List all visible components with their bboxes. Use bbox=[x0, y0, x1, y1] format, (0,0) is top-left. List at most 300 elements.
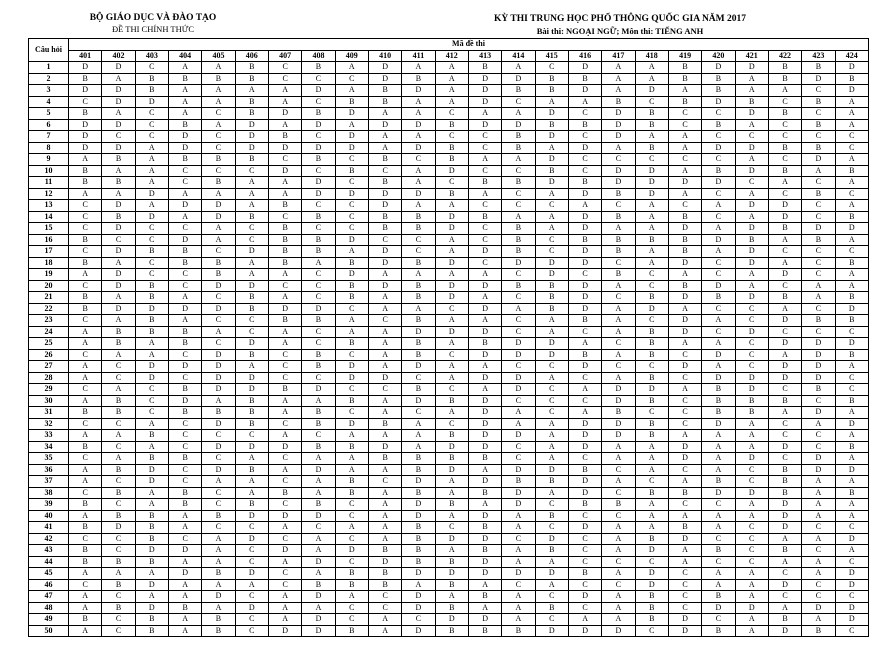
answer-cell: C bbox=[202, 142, 235, 154]
answer-cell: A bbox=[268, 188, 301, 200]
answer-cell: C bbox=[835, 131, 868, 143]
answer-cell: A bbox=[368, 510, 401, 522]
answer-cell: C bbox=[735, 522, 768, 534]
answer-cell: A bbox=[702, 315, 735, 327]
answer-cell: D bbox=[668, 292, 701, 304]
answer-cell: D bbox=[635, 188, 668, 200]
answer-cell: D bbox=[535, 131, 568, 143]
answer-cell: B bbox=[268, 131, 301, 143]
answer-cell: A bbox=[502, 303, 535, 315]
answer-cell: C bbox=[69, 96, 102, 108]
answer-cell: D bbox=[702, 349, 735, 361]
answer-cell: C bbox=[668, 579, 701, 591]
answer-cell: C bbox=[235, 234, 268, 246]
answer-cell: C bbox=[635, 269, 668, 281]
answer-cell: B bbox=[802, 188, 835, 200]
answer-cell: B bbox=[335, 395, 368, 407]
answer-cell: C bbox=[202, 246, 235, 258]
answer-cell: B bbox=[69, 303, 102, 315]
answer-cell: B bbox=[635, 430, 668, 442]
answer-cell: D bbox=[602, 625, 635, 637]
answer-cell: C bbox=[768, 453, 801, 465]
answer-cell: A bbox=[668, 510, 701, 522]
answer-cell: C bbox=[835, 591, 868, 603]
answer-cell: D bbox=[168, 234, 201, 246]
answer-cell: B bbox=[235, 395, 268, 407]
answer-cell: D bbox=[468, 614, 501, 626]
answer-cell: A bbox=[135, 165, 168, 177]
table-row bbox=[29, 292, 869, 304]
answer-cell: A bbox=[668, 384, 701, 396]
answer-cell: C bbox=[402, 234, 435, 246]
answer-cell: D bbox=[435, 533, 468, 545]
answer-cell: B bbox=[635, 119, 668, 131]
answer-cell: D bbox=[668, 257, 701, 269]
answer-cell: A bbox=[668, 430, 701, 442]
table-row bbox=[29, 418, 869, 430]
answer-cell: B bbox=[702, 545, 735, 557]
answer-cell: B bbox=[735, 395, 768, 407]
answer-cell: D bbox=[402, 142, 435, 154]
answer-cell: C bbox=[268, 476, 301, 488]
table-row bbox=[29, 73, 869, 85]
answer-cell: D bbox=[435, 280, 468, 292]
answer-cell: C bbox=[568, 545, 601, 557]
question-number: 50 bbox=[29, 625, 69, 637]
answer-cell: C bbox=[235, 522, 268, 534]
answer-cell: B bbox=[835, 73, 868, 85]
answer-cell: C bbox=[102, 131, 135, 143]
answer-cell: A bbox=[268, 119, 301, 131]
answer-cell: A bbox=[135, 591, 168, 603]
answer-cell: D bbox=[202, 372, 235, 384]
answer-cell: C bbox=[802, 522, 835, 534]
answer-cell: A bbox=[535, 487, 568, 499]
table-row bbox=[29, 361, 869, 373]
answer-cell: A bbox=[168, 292, 201, 304]
header-left bbox=[78, 13, 228, 35]
answer-cell: D bbox=[768, 625, 801, 637]
answer-cell: D bbox=[202, 418, 235, 430]
answer-cell: A bbox=[402, 96, 435, 108]
answer-cell: B bbox=[802, 62, 835, 74]
answer-cell: A bbox=[502, 418, 535, 430]
answer-cell: D bbox=[102, 85, 135, 97]
answer-cell: B bbox=[69, 177, 102, 189]
answer-cell: B bbox=[302, 579, 335, 591]
answer-cell: C bbox=[802, 257, 835, 269]
answer-cell: B bbox=[302, 62, 335, 74]
answer-cell: D bbox=[268, 441, 301, 453]
answer-cell: A bbox=[302, 568, 335, 580]
answer-cell: B bbox=[602, 96, 635, 108]
answer-cell: D bbox=[135, 372, 168, 384]
answer-cell: C bbox=[69, 211, 102, 223]
answer-cell: D bbox=[735, 602, 768, 614]
answer-cell: A bbox=[368, 338, 401, 350]
answer-cell: A bbox=[268, 522, 301, 534]
answer-cell: B bbox=[402, 545, 435, 557]
answer-cell: A bbox=[235, 177, 268, 189]
answer-cell: D bbox=[535, 154, 568, 166]
answer-cell: D bbox=[735, 246, 768, 258]
answer-cell: A bbox=[768, 602, 801, 614]
answer-cell: A bbox=[835, 453, 868, 465]
answer-cell: C bbox=[535, 407, 568, 419]
answer-cell: B bbox=[302, 108, 335, 120]
answer-cell: B bbox=[668, 522, 701, 534]
answer-cell: D bbox=[835, 602, 868, 614]
answer-cell: A bbox=[635, 223, 668, 235]
answer-cell: A bbox=[168, 579, 201, 591]
answer-cell: C bbox=[702, 326, 735, 338]
answer-cell: A bbox=[368, 395, 401, 407]
answer-cell: C bbox=[268, 62, 301, 74]
answer-cell: D bbox=[635, 384, 668, 396]
answer-cell: A bbox=[168, 108, 201, 120]
answer-cell: D bbox=[635, 85, 668, 97]
answer-cell: C bbox=[635, 407, 668, 419]
answer-cell: D bbox=[468, 349, 501, 361]
answer-cell: B bbox=[402, 464, 435, 476]
answer-cell: A bbox=[568, 338, 601, 350]
answer-cell: B bbox=[402, 556, 435, 568]
answer-cell: D bbox=[402, 499, 435, 511]
answer-cell: C bbox=[835, 142, 868, 154]
answer-cell: A bbox=[202, 533, 235, 545]
question-number: 35 bbox=[29, 453, 69, 465]
answer-cell: D bbox=[335, 269, 368, 281]
answer-cell: D bbox=[102, 223, 135, 235]
answer-cell: C bbox=[302, 96, 335, 108]
answer-cell: C bbox=[202, 338, 235, 350]
answer-cell: B bbox=[268, 257, 301, 269]
answer-cell: B bbox=[635, 533, 668, 545]
answer-cell: B bbox=[502, 142, 535, 154]
answer-cell: D bbox=[735, 453, 768, 465]
answer-cell: C bbox=[568, 510, 601, 522]
answer-cell: B bbox=[835, 315, 868, 327]
answer-cell: B bbox=[302, 211, 335, 223]
answer-cell: C bbox=[735, 338, 768, 350]
answer-cell: A bbox=[168, 96, 201, 108]
answer-cell: C bbox=[368, 165, 401, 177]
answer-cell: B bbox=[535, 545, 568, 557]
answer-cell: C bbox=[535, 62, 568, 74]
answer-cell: C bbox=[668, 349, 701, 361]
answer-cell: D bbox=[335, 361, 368, 373]
answer-cell: D bbox=[202, 211, 235, 223]
answer-cell: A bbox=[735, 269, 768, 281]
answer-cell: B bbox=[835, 165, 868, 177]
answer-cell: D bbox=[335, 142, 368, 154]
answer-cell: A bbox=[302, 257, 335, 269]
answer-cell: B bbox=[235, 154, 268, 166]
answer-cell: A bbox=[102, 108, 135, 120]
answer-cell: A bbox=[835, 108, 868, 120]
answer-cell: A bbox=[802, 510, 835, 522]
answer-cell: B bbox=[502, 246, 535, 258]
answer-cell: C bbox=[268, 349, 301, 361]
table-row bbox=[29, 441, 869, 453]
answer-cell: A bbox=[335, 246, 368, 258]
answer-cell: B bbox=[768, 487, 801, 499]
answer-cell: A bbox=[202, 223, 235, 235]
answer-cell: C bbox=[802, 246, 835, 258]
answer-cell: D bbox=[402, 591, 435, 603]
answer-cell: D bbox=[568, 223, 601, 235]
table-row bbox=[29, 556, 869, 568]
question-number: 37 bbox=[29, 476, 69, 488]
answer-cell: A bbox=[835, 154, 868, 166]
answer-cell: A bbox=[502, 556, 535, 568]
answer-cell: D bbox=[302, 464, 335, 476]
answer-cell: B bbox=[768, 142, 801, 154]
answer-cell: C bbox=[268, 361, 301, 373]
answer-cell: B bbox=[468, 211, 501, 223]
answer-cell: B bbox=[135, 292, 168, 304]
question-header: Câu hỏi bbox=[29, 39, 69, 62]
answer-cell: C bbox=[335, 499, 368, 511]
answer-cell: D bbox=[568, 430, 601, 442]
answer-cell: A bbox=[668, 131, 701, 143]
answer-cell: D bbox=[468, 326, 501, 338]
answer-cell: D bbox=[568, 487, 601, 499]
answer-cell: D bbox=[768, 200, 801, 212]
answer-cell: B bbox=[135, 73, 168, 85]
answer-cell: C bbox=[602, 579, 635, 591]
exam-code-cell: 408 bbox=[302, 50, 335, 62]
answer-cell: C bbox=[635, 154, 668, 166]
answer-cell: A bbox=[635, 441, 668, 453]
answer-cell: B bbox=[435, 453, 468, 465]
header-right bbox=[455, 13, 785, 37]
answer-cell: C bbox=[102, 441, 135, 453]
answer-cell: D bbox=[635, 165, 668, 177]
answer-cell: D bbox=[135, 602, 168, 614]
answer-cell: A bbox=[535, 223, 568, 235]
answer-cell: D bbox=[102, 142, 135, 154]
answer-cell: A bbox=[768, 533, 801, 545]
table-row bbox=[29, 510, 869, 522]
answer-cell: B bbox=[135, 326, 168, 338]
answer-cell: C bbox=[135, 119, 168, 131]
answer-cell: D bbox=[568, 418, 601, 430]
answer-cell: A bbox=[368, 430, 401, 442]
answer-cell: A bbox=[102, 349, 135, 361]
exam-title: KỲ THI TRUNG HỌC PHỔ THÔNG QUỐC GIA NĂM 2017 bbox=[493, 14, 747, 24]
answer-cell: C bbox=[768, 246, 801, 258]
answer-cell: B bbox=[535, 602, 568, 614]
answer-cell: C bbox=[668, 418, 701, 430]
answer-cell: A bbox=[435, 487, 468, 499]
answer-cell: C bbox=[835, 246, 868, 258]
answer-cell: C bbox=[168, 223, 201, 235]
answer-cell: C bbox=[668, 464, 701, 476]
answer-cell: B bbox=[468, 487, 501, 499]
answer-cell: D bbox=[835, 62, 868, 74]
answer-cell: D bbox=[768, 522, 801, 534]
answer-cell: D bbox=[302, 303, 335, 315]
answer-cell: A bbox=[235, 257, 268, 269]
answer-cell: A bbox=[468, 602, 501, 614]
answer-cell: C bbox=[535, 361, 568, 373]
answer-cell: B bbox=[535, 85, 568, 97]
answer-cell: C bbox=[168, 418, 201, 430]
answer-cell: D bbox=[502, 568, 535, 580]
answer-cell: A bbox=[602, 85, 635, 97]
answer-cell: A bbox=[435, 591, 468, 603]
answer-cell: A bbox=[802, 280, 835, 292]
answer-cell: B bbox=[668, 234, 701, 246]
answer-cell: C bbox=[135, 395, 168, 407]
answer-cell: A bbox=[602, 614, 635, 626]
answer-cell: A bbox=[335, 119, 368, 131]
answer-cell: A bbox=[735, 418, 768, 430]
answer-cell: B bbox=[235, 407, 268, 419]
answer-cell: A bbox=[69, 464, 102, 476]
table-row bbox=[29, 188, 869, 200]
table-row bbox=[29, 119, 869, 131]
answer-cell: A bbox=[535, 453, 568, 465]
answer-cell: D bbox=[102, 119, 135, 131]
answer-cell: B bbox=[302, 154, 335, 166]
answer-cell: A bbox=[468, 292, 501, 304]
answer-cell: A bbox=[368, 303, 401, 315]
answer-cell: B bbox=[602, 246, 635, 258]
answer-cell: B bbox=[435, 499, 468, 511]
answer-cell: D bbox=[135, 211, 168, 223]
answer-cell: B bbox=[768, 464, 801, 476]
answer-cell: C bbox=[335, 510, 368, 522]
answer-cell: A bbox=[468, 108, 501, 120]
answer-cell: A bbox=[435, 246, 468, 258]
answer-cell: B bbox=[102, 556, 135, 568]
answer-cell: B bbox=[635, 292, 668, 304]
answer-cell: C bbox=[402, 154, 435, 166]
answer-cell: C bbox=[735, 464, 768, 476]
answer-cell: C bbox=[302, 338, 335, 350]
answer-cell: A bbox=[602, 315, 635, 327]
table-row bbox=[29, 625, 869, 637]
question-number: 6 bbox=[29, 119, 69, 131]
answer-cell: A bbox=[135, 142, 168, 154]
answer-cell: B bbox=[102, 154, 135, 166]
exam-code-cell: 424 bbox=[835, 50, 868, 62]
answer-cell: A bbox=[602, 568, 635, 580]
answer-cell: C bbox=[568, 556, 601, 568]
answer-cell: B bbox=[69, 234, 102, 246]
answer-cell: D bbox=[69, 62, 102, 74]
answer-cell: A bbox=[468, 361, 501, 373]
answer-cell: C bbox=[202, 165, 235, 177]
answer-cell: D bbox=[102, 280, 135, 292]
answer-cell: D bbox=[568, 62, 601, 74]
answer-cell: D bbox=[468, 568, 501, 580]
answer-cell: D bbox=[502, 499, 535, 511]
answer-cell: A bbox=[335, 591, 368, 603]
answer-cell: A bbox=[668, 476, 701, 488]
answer-cell: C bbox=[602, 200, 635, 212]
answer-cell: A bbox=[69, 188, 102, 200]
answer-cell: B bbox=[302, 349, 335, 361]
answer-cell: D bbox=[368, 246, 401, 258]
answer-cell: D bbox=[535, 568, 568, 580]
answer-cell: C bbox=[535, 499, 568, 511]
answer-cell: D bbox=[468, 395, 501, 407]
answer-cell: C bbox=[135, 407, 168, 419]
question-number: 38 bbox=[29, 487, 69, 499]
answer-cell: B bbox=[802, 96, 835, 108]
answer-cell: C bbox=[335, 556, 368, 568]
answer-cell: C bbox=[402, 614, 435, 626]
answer-cell: A bbox=[435, 62, 468, 74]
answer-cell: C bbox=[335, 154, 368, 166]
answer-cell: B bbox=[135, 625, 168, 637]
answer-cell: B bbox=[402, 522, 435, 534]
answer-cell: B bbox=[802, 142, 835, 154]
answer-cell: B bbox=[335, 280, 368, 292]
answer-cell: C bbox=[335, 223, 368, 235]
answer-cell: D bbox=[568, 625, 601, 637]
answer-cell: B bbox=[302, 234, 335, 246]
answer-cell: C bbox=[335, 384, 368, 396]
answer-cell: C bbox=[835, 188, 868, 200]
answer-cell: A bbox=[502, 407, 535, 419]
answer-cell: A bbox=[602, 453, 635, 465]
answer-cell: B bbox=[502, 625, 535, 637]
answer-cell: B bbox=[668, 211, 701, 223]
answer-cell: D bbox=[735, 372, 768, 384]
answer-cell: C bbox=[502, 395, 535, 407]
answer-cell: B bbox=[268, 487, 301, 499]
answer-cell: A bbox=[368, 407, 401, 419]
answer-cell: B bbox=[568, 177, 601, 189]
answer-cell: D bbox=[268, 625, 301, 637]
answer-cell: B bbox=[602, 407, 635, 419]
answer-cell: B bbox=[268, 234, 301, 246]
answer-cell: A bbox=[502, 614, 535, 626]
answer-cell: B bbox=[335, 568, 368, 580]
answer-cell: A bbox=[435, 200, 468, 212]
answer-cell: C bbox=[735, 303, 768, 315]
answer-cell: C bbox=[69, 487, 102, 499]
answer-cell: C bbox=[835, 384, 868, 396]
answer-cell: A bbox=[735, 568, 768, 580]
answer-cell: C bbox=[768, 131, 801, 143]
answer-cell: B bbox=[702, 407, 735, 419]
table-row bbox=[29, 211, 869, 223]
answer-cell: B bbox=[402, 292, 435, 304]
answer-cell: D bbox=[69, 85, 102, 97]
answer-cell: B bbox=[835, 257, 868, 269]
answer-cell: B bbox=[69, 292, 102, 304]
answer-cell: B bbox=[368, 418, 401, 430]
answer-cell: A bbox=[468, 315, 501, 327]
answer-cell: D bbox=[168, 361, 201, 373]
answer-cell: C bbox=[468, 200, 501, 212]
answer-cell: B bbox=[202, 568, 235, 580]
question-number: 43 bbox=[29, 545, 69, 557]
answer-cell: A bbox=[635, 246, 668, 258]
answer-cell: D bbox=[235, 131, 268, 143]
answer-cell: D bbox=[535, 108, 568, 120]
answer-cell: B bbox=[668, 96, 701, 108]
answer-cell: A bbox=[702, 464, 735, 476]
ministry-name: BỘ GIÁO DỤC VÀ ĐÀO TẠO bbox=[89, 13, 217, 23]
answer-cell: D bbox=[235, 338, 268, 350]
answer-cell: C bbox=[168, 476, 201, 488]
